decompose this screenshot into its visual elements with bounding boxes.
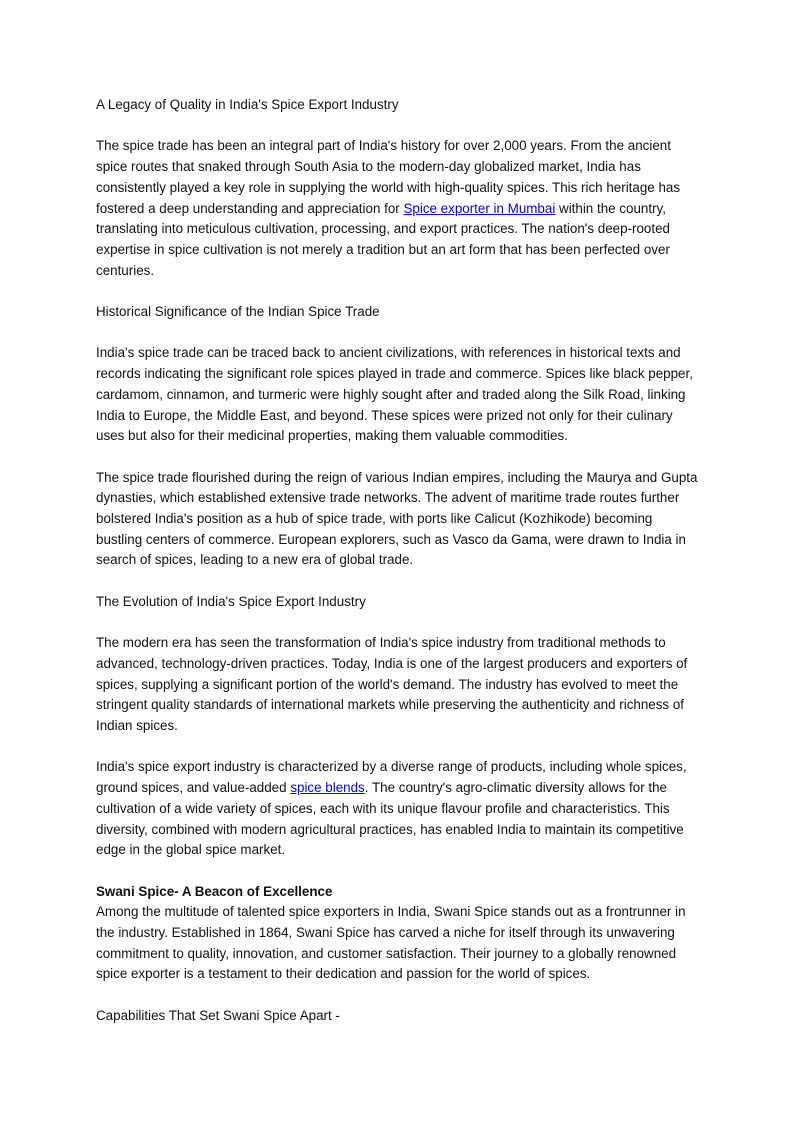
heading-history: Historical Significance of the Indian Spice Trade xyxy=(96,304,380,319)
heading-evolution: The Evolution of India's Spice Export Industry xyxy=(96,593,366,609)
history-paragraph-2: The spice trade flourished during the reign of various Indian empires, including the Maurya and Gupta dynasties, which established extensive trade networks. The advent of maritime trade routes further bolstered India's position as a hub of spice trade, with ports like Calicut (Kozhikode) becoming bustling centers of commerce. European explorers, such as Vasco da Gama, were drawn to India in search of spices, leading to a new era of global trade. xyxy=(96,469,698,568)
evolution-paragraph-1: The modern era has seen the transformation of India's spice industry from traditional methods to advanced, technology-driven practices. Today, India is one of the largest producers and exporters of spices, supplying a significant portion of the world's demand. The industry has evolved to meet the stringent quality standards of international markets while preserving the authenticity and richness of Indian spices. xyxy=(96,635,688,733)
heading-capabilities: Capabilities That Set Swani Spice Apart - xyxy=(96,1007,340,1023)
history-paragraph-1: India's spice trade can be traced back to ancient civilizations, with references in historical texts and records indicating the significant role spices played in trade and commerce. Spices like black pepper, cardamom, cinnamon, and turmeric were highly sought after and traded along the Silk Road, linking India to Europe, the Middle East, and beyond. These spices were prized not only for their culinary uses but also for their medicinal properties, making them valuable commodities. xyxy=(96,345,693,444)
document-title: A Legacy of Quality in India's Spice Export Industry xyxy=(96,97,399,112)
heading-swani: Swani Spice- A Beacon of Excellence xyxy=(96,883,333,899)
intro-paragraph xyxy=(96,136,702,281)
intro-text-end: within the country, translating into meticulous cultivation, processing, and export practices. The nation's deep-rooted expertise in spice cultivation is not merely a tradition but an art form that has been perfected over centuries. xyxy=(96,200,670,278)
document-page xyxy=(96,95,702,1047)
swani-paragraph: Among the multitude of talented spice exporters in India, Swani Spice stands out as a frontrunner in the industry. Established in 1864, Swani Spice has carved a niche for itself through its unwavering commitment to quality, innovation, and customer satisfaction. Their journey to a globally renowned spice exporter is a testament to their dedication and passion for the world of spices. xyxy=(96,904,686,982)
evolution-paragraph-2 xyxy=(96,757,702,861)
spice-blends-link[interactable]: spice blends xyxy=(290,780,365,796)
evolution-text-start: India's spice export industry is characterized by a diverse range of products, including whole spices, ground spices, and value-added xyxy=(96,759,687,796)
evolution-text-end: . The country's agro-climatic diversity allows for the cultivation of a wide variety of spices, each with its unique flavour profile and characteristics. This diversity, combined with modern agricultural practices, has enabled India to maintain its competitive edge in the global spice market. xyxy=(96,780,684,858)
spice-exporter-mumbai-link[interactable]: Spice exporter in Mumbai xyxy=(403,200,556,216)
intro-text-start: The spice trade has been an integral part of India's history for over 2,000 years. From the ancient spice routes that snaked through South Asia to the modern-day globalized market, India has consistently played a key role in supplying the world with high-quality spices. This rich heritage has fostered a deep understanding and appreciation for xyxy=(96,138,681,216)
